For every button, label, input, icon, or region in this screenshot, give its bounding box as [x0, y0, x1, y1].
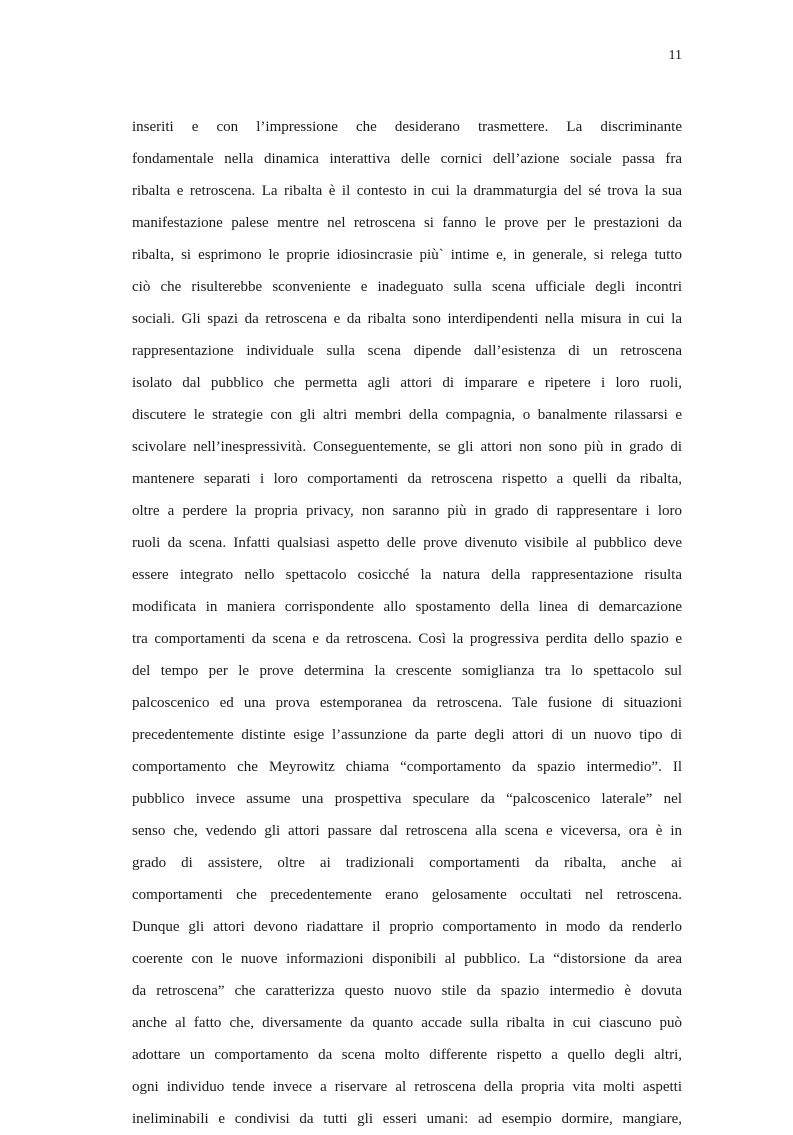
text-line: anche al fatto che, diversamente da quanto accade sulla ribalta in cui ciascuno può: [132, 1015, 682, 1031]
text-line: oltre a perdere la propria privacy, non saranno più in grado di rappresentare i loro: [132, 503, 682, 519]
text-line: ciò che risulterebbe sconveniente e inadeguato sulla scena ufficiale degli incontri: [132, 279, 682, 295]
text-line: fondamentale nella dinamica interattiva delle cornici dell’azione sociale passa fra: [132, 151, 682, 167]
text-line: mantenere separati i loro comportamenti da retroscena rispetto a quelli da ribalta,: [132, 471, 682, 487]
text-line: da retroscena” che caratterizza questo nuovo stile da spazio intermedio è dovuta: [132, 983, 682, 999]
body-text: [132, 111, 682, 1135]
text-line: palcoscenico ed una prova estemporanea da retroscena. Tale fusione di situazioni: [132, 695, 682, 711]
text-line: comportamenti che precedentemente erano gelosamente occultati nel retroscena.: [132, 887, 682, 903]
page-number: 11: [668, 48, 682, 63]
text-line: del tempo per le prove determina la crescente somiglianza tra lo spettacolo sul: [132, 663, 682, 679]
text-line: precedentemente distinte esige l’assunzione da parte degli attori di un nuovo tipo di: [132, 727, 682, 743]
text-line: coerente con le nuove informazioni disponibili al pubblico. La “distorsione da area: [132, 951, 682, 967]
text-line: Dunque gli attori devono riadattare il proprio comportamento in modo da renderlo: [132, 919, 682, 935]
text-line: adottare un comportamento da scena molto differente rispetto a quello degli altri,: [132, 1047, 682, 1063]
text-line: grado di assistere, oltre ai tradizionali comportamenti da ribalta, anche ai: [132, 855, 682, 871]
text-line: modificata in maniera corrispondente allo spostamento della linea di demarcazione: [132, 599, 682, 615]
text-line: ogni individuo tende invece a riservare al retroscena della propria vita molti aspetti: [132, 1079, 682, 1095]
text-line: discutere le strategie con gli altri membri della compagnia, o banalmente rilassarsi e: [132, 407, 682, 423]
text-line: ineliminabili e condivisi da tutti gli esseri umani: ad esempio dormire, mangiare,: [132, 1111, 682, 1127]
text-line: pubblico invece assume una prospettiva speculare da “palcoscenico laterale” nel: [132, 791, 682, 807]
text-line: rappresentazione individuale sulla scena dipende dall’esistenza di un retroscena: [132, 343, 682, 359]
text-line: comportamento che Meyrowitz chiama “comportamento da spazio intermedio”. Il: [132, 759, 682, 775]
text-line: sociali. Gli spazi da retroscena e da ribalta sono interdipendenti nella misura in cui la: [132, 311, 682, 327]
text-line: ruoli da scena. Infatti qualsiasi aspetto delle prove divenuto visibile al pubblico deve: [132, 535, 682, 551]
text-line: ribalta e retroscena. La ribalta è il contesto in cui la drammaturgia del sé trova la sua: [132, 183, 682, 199]
text-line: senso che, vedendo gli attori passare dal retroscena alla scena e viceversa, ora è in: [132, 823, 682, 839]
text-line: manifestazione palese mentre nel retroscena si fanno le prove per le prestazioni da: [132, 215, 682, 231]
text-line: tra comportamenti da scena e da retroscena. Così la progressiva perdita dello spazio e: [132, 631, 682, 647]
text-line: ribalta, si esprimono le proprie idiosincrasie più` intime e, in generale, si relega tutto: [132, 247, 682, 263]
text-line: essere integrato nello spettacolo cosicché la natura della rappresentazione risulta: [132, 567, 682, 583]
text-line: isolato dal pubblico che permetta agli attori di imparare e ripetere i loro ruoli,: [132, 375, 682, 391]
text-line: inseriti e con l’impressione che desiderano trasmettere. La discriminante: [132, 119, 682, 135]
text-line: scivolare nell’inespressività. Conseguentemente, se gli attori non sono più in grado di: [132, 439, 682, 455]
